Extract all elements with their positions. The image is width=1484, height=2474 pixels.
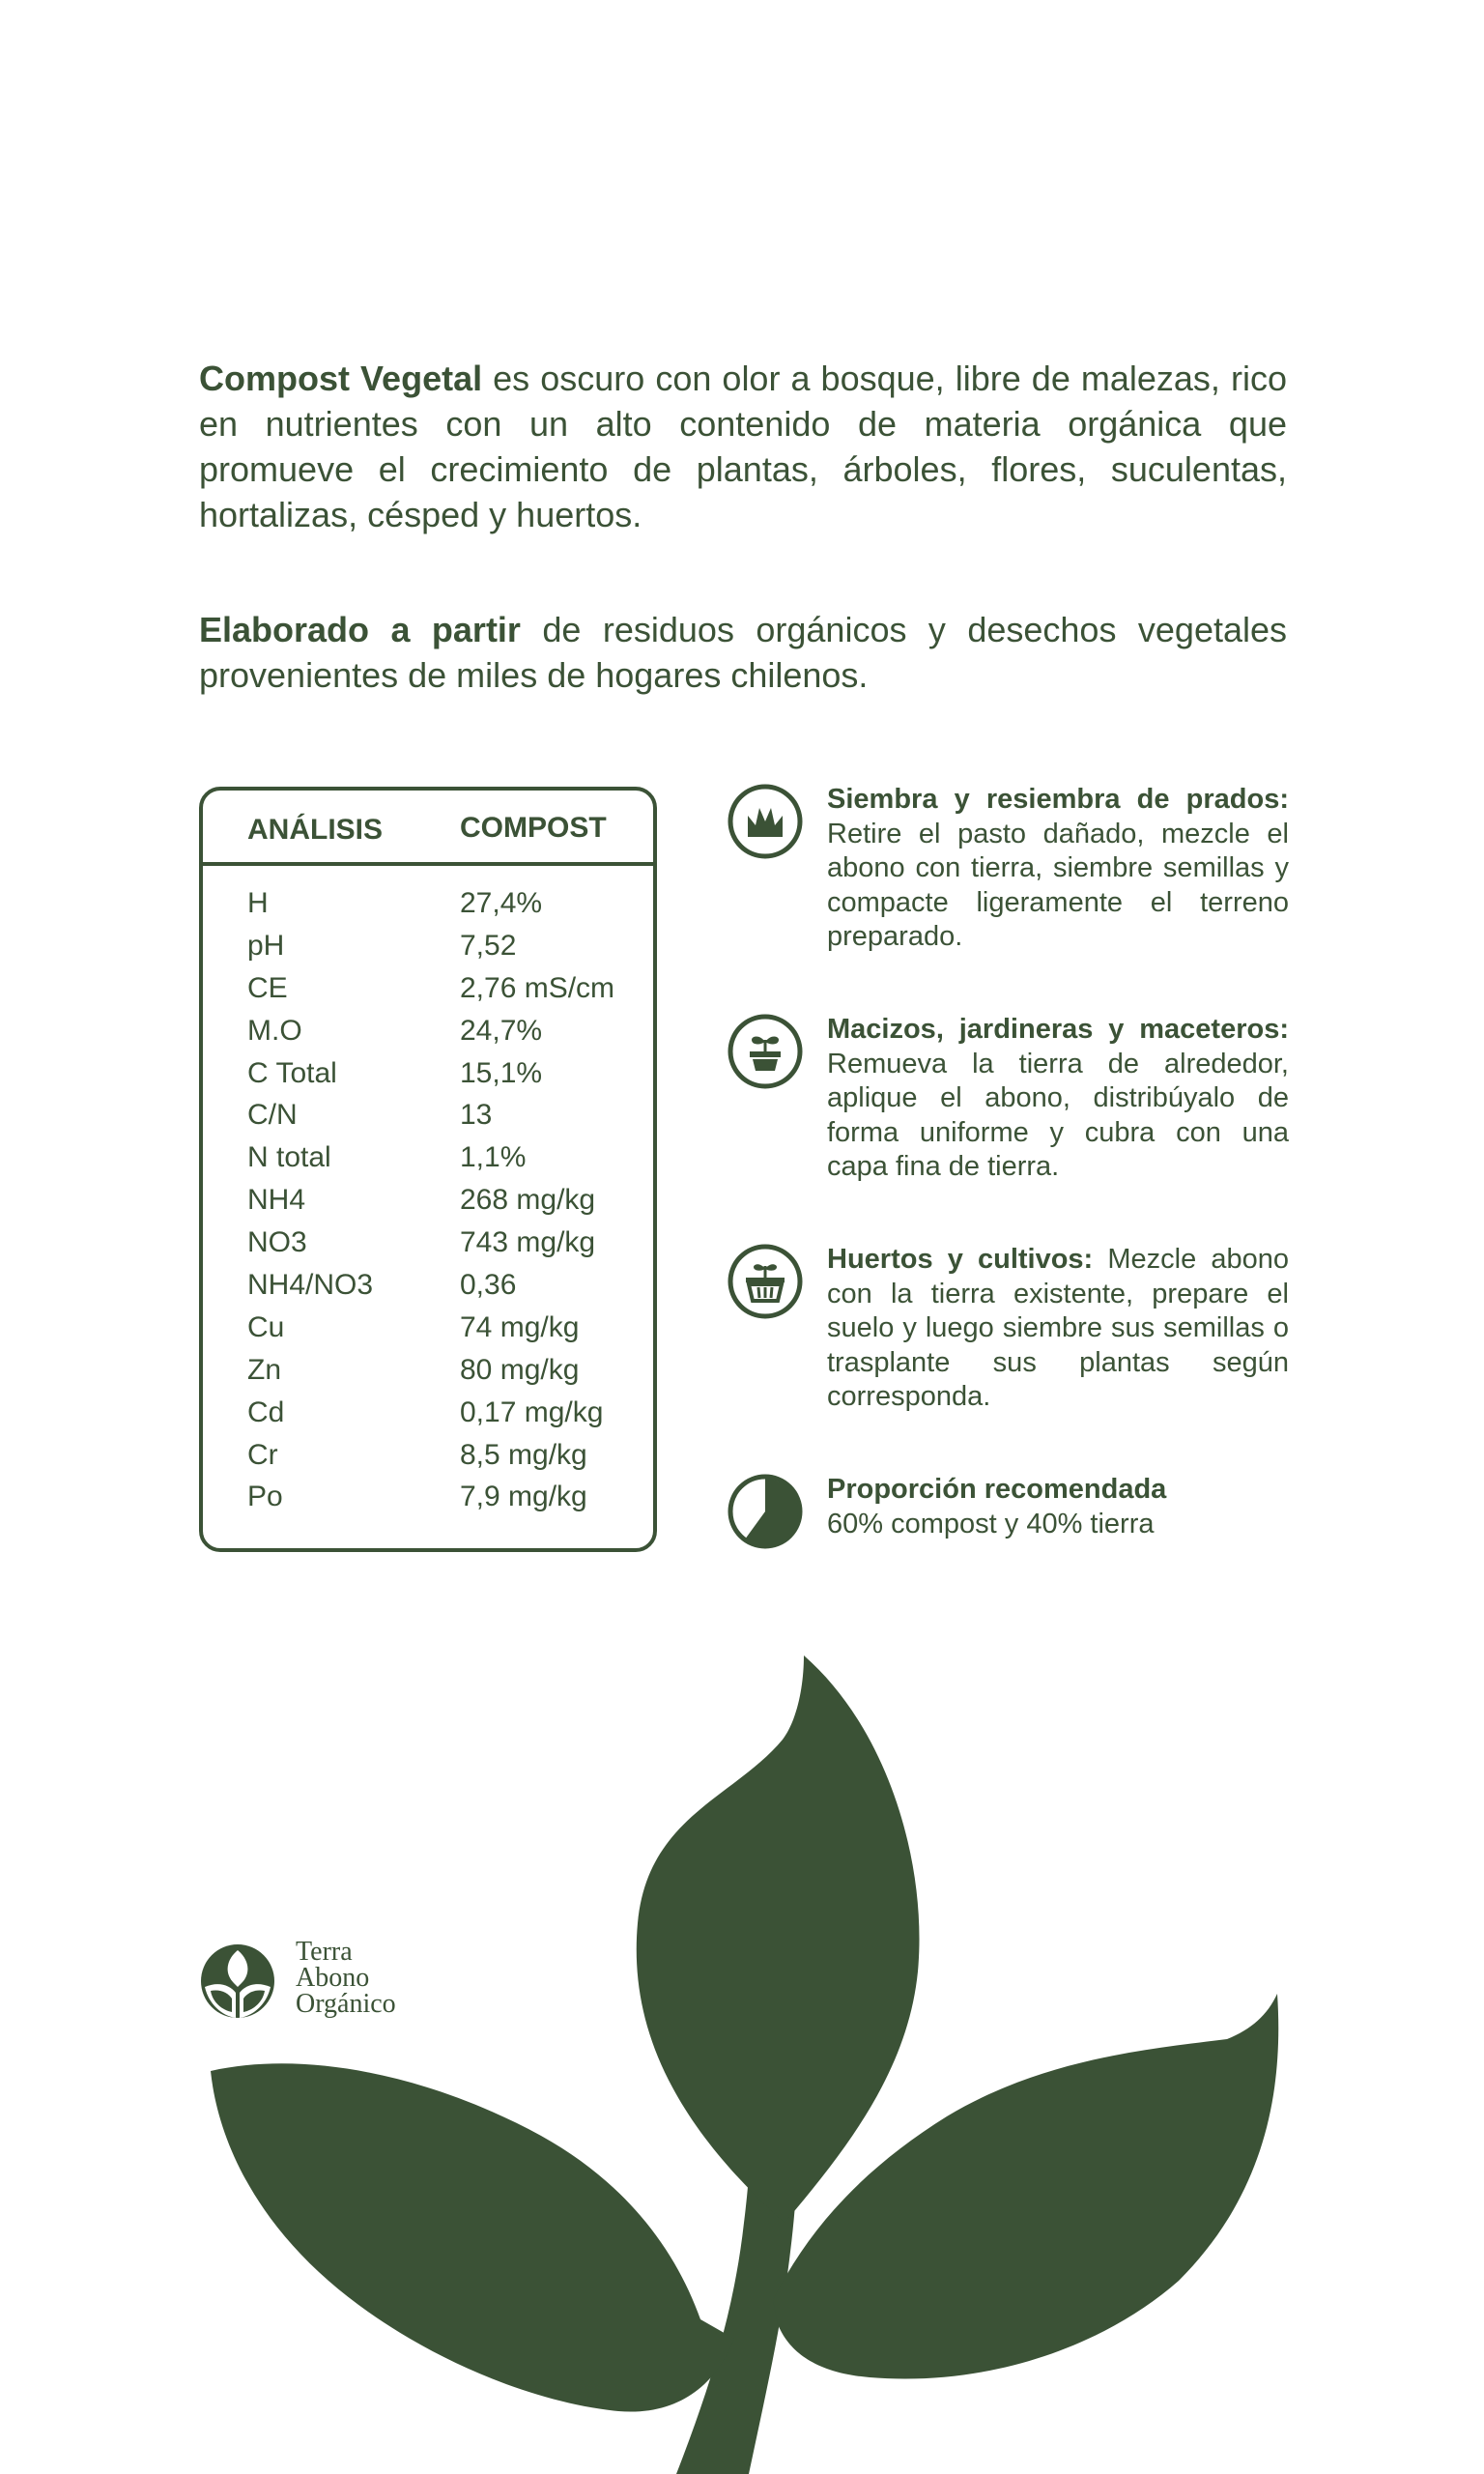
param-value: 13 bbox=[460, 1099, 493, 1132]
param-name: H bbox=[247, 887, 269, 919]
param-name: pH bbox=[247, 929, 285, 962]
proportion-title: Proporción recomendada bbox=[827, 1474, 1167, 1505]
intro-text-1: es oscuro con olor a bosque, libre de malezas, rico en nutrientes con un alto contenido de materia orgánica que promueve el crecimiento de plantas, árboles, flores, suculentas, hortalizas, césped y huertos. bbox=[199, 359, 1287, 534]
use-title-huertos: Huertos y cultivos: bbox=[827, 1244, 1094, 1275]
use-body-huertos: Mezcle abono con la tierra existente, prepare el suelo y luego siembre sus semillas o trasplante sus plantas según corresponda. bbox=[827, 1244, 1289, 1412]
proportion-body: 60% compost y 40% tierra bbox=[827, 1508, 1155, 1539]
param-value: 2,76 mS/cm bbox=[460, 971, 615, 1004]
param-value: 7,9 mg/kg bbox=[460, 1481, 587, 1513]
param-name: Cd bbox=[247, 1395, 285, 1428]
intro-bold-2: Elaborado a partir bbox=[199, 610, 521, 649]
param-name: Zn bbox=[247, 1353, 282, 1386]
logo-line-2: Abono bbox=[296, 1963, 370, 1993]
plant-left-leaf bbox=[211, 2063, 734, 2411]
param-value: 24,7% bbox=[460, 1014, 543, 1047]
param-value: 15,1% bbox=[460, 1056, 543, 1089]
logo-wordmark bbox=[296, 1939, 489, 2017]
param-value: 0,36 bbox=[460, 1269, 517, 1302]
param-name: C Total bbox=[247, 1056, 337, 1089]
param-name: Cu bbox=[247, 1310, 285, 1343]
param-value: 0,17 mg/kg bbox=[460, 1395, 604, 1428]
use-title-prados: Siembra y resiembra de prados: bbox=[827, 784, 1289, 815]
param-name: Cr bbox=[247, 1438, 278, 1471]
intro-bold-1: Compost Vegetal bbox=[199, 359, 483, 398]
param-value: 268 mg/kg bbox=[460, 1184, 596, 1217]
param-name: NH4 bbox=[247, 1184, 306, 1217]
use-body-prados: Retire el pasto dañado, mezcle el abono con tierra, siembre semillas y compacte ligeramente el terreno preparado. bbox=[827, 818, 1289, 952]
logo-line-1: Terra bbox=[296, 1937, 353, 1967]
param-value: 80 mg/kg bbox=[460, 1353, 580, 1386]
param-value: 1,1% bbox=[460, 1141, 527, 1174]
param-value: 7,52 bbox=[460, 929, 517, 962]
use-title-macizos: Macizos, jardineras y maceteros: bbox=[827, 1014, 1289, 1045]
logo-line-3: Orgánico bbox=[296, 1989, 396, 2019]
param-name: NH4/NO3 bbox=[247, 1269, 374, 1302]
header-analysis: ANÁLISIS bbox=[247, 814, 384, 846]
param-name: Po bbox=[247, 1481, 283, 1513]
plant-top-leaf bbox=[637, 1655, 920, 2223]
param-value: 74 mg/kg bbox=[460, 1310, 580, 1343]
param-value: 743 mg/kg bbox=[460, 1226, 596, 1259]
param-name: CE bbox=[247, 971, 288, 1004]
param-value: 27,4% bbox=[460, 887, 543, 919]
param-name: M.O bbox=[247, 1014, 302, 1047]
param-name: C/N bbox=[247, 1099, 298, 1132]
param-value: 8,5 mg/kg bbox=[460, 1438, 587, 1471]
header-compost: COMPOST bbox=[460, 812, 607, 844]
use-body-macizos: Remueva la tierra de alrededor, aplique el abono, distribúyalo de forma uniforme y cubra con una capa fina de tierra. bbox=[827, 1048, 1289, 1182]
param-name: NO3 bbox=[247, 1226, 307, 1259]
logo-icon bbox=[199, 1942, 276, 2020]
intro-text-2: de residuos orgánicos y desechos vegetales provenientes de miles de hogares chilenos. bbox=[199, 610, 1288, 695]
param-name: N total bbox=[247, 1141, 331, 1174]
brand-logo bbox=[199, 1937, 396, 2025]
